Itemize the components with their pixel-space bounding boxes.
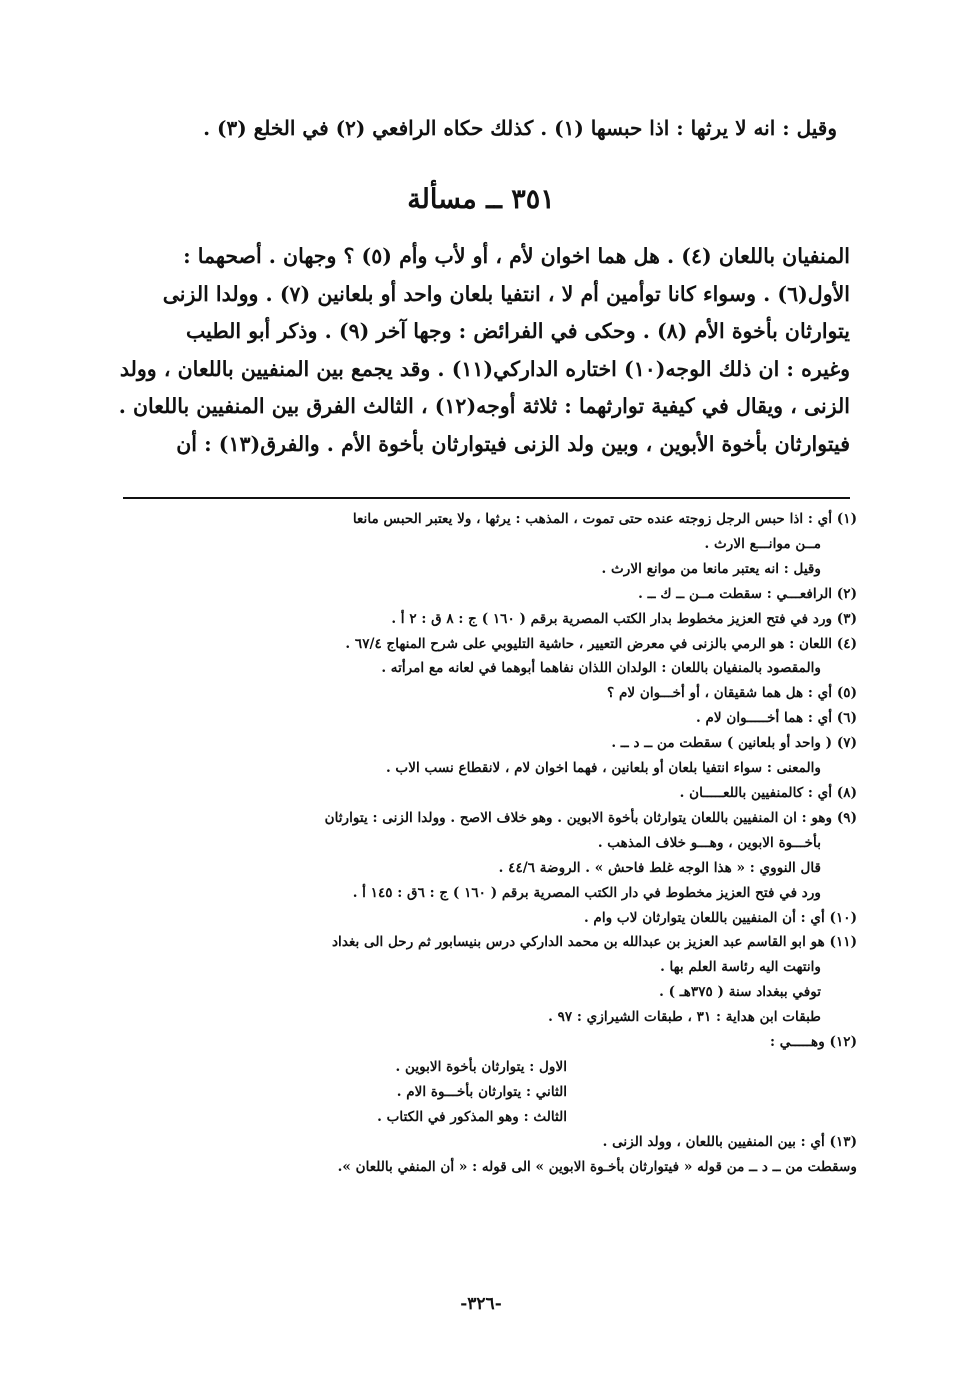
main-paragraph <box>103 238 850 463</box>
footnote-line: والمعنى : سواء انتفيا بلعان أو بلعانين ، فهما اخوان لام ، لانقطاع نسب الاب . <box>385 760 821 777</box>
paragraph-line: فيتوارثان بأخوة الأبوين ، وبين ولد الزنى فيتوارثان بأخوة الأم . والفرق(١٣) : أن <box>176 431 850 456</box>
footnote-line: (٥) أي : هل هما شقيقان ، أو أخـــوان لام ؟ <box>607 685 857 702</box>
footnote-line: قال النووي : « هذا الوجه غلط فاحش » . الروضة ٤٤/٦ . <box>498 859 821 876</box>
footnote-line: بأخـــوة الابوين ، وهـــو خلاف المذهب . <box>597 834 821 851</box>
footnote-line: والمقصود بالمنفيان باللعان : الولدان اللذان نفاهما أبوهما في لعانه مع امرأته . <box>381 660 821 677</box>
footnote-line: طبقات ابن هداية : ٣١ ، طبقات الشيرازي : ٩٧ . <box>548 1009 821 1026</box>
footnote-line: مــن موانـــع الارث . <box>704 535 821 552</box>
footnote-line: (١٢) وهـــــي : <box>770 1034 857 1051</box>
footnote-line: (٢) الرافعـــي : سقطت مــن ــ ك ــ . <box>638 585 857 602</box>
footnote-line: (١٠) أي : أن المنفيين باللعان يتوارثان لاب وام . <box>583 909 857 926</box>
footnote-line: ورد في فتح العزيز مخطوط في دار الكتب المصرية برقم ( ١٦٠ ) ج : ٦ق : ١٤٥ أ . <box>352 884 821 901</box>
footnote-line: الثاني : يتوارثان بأخـــوة الام . <box>396 1083 567 1100</box>
footnote-line: (٦) أي : هما أخـــــوان لام . <box>696 710 857 727</box>
page-number: -٣٢٦- <box>460 1294 502 1314</box>
footnote-line: وسقطت من ــ د ــ من قوله « فيتوارثان بأخـوة الابوين » الى قوله : « أن المنفي باللعان ». <box>337 1158 857 1175</box>
section-heading: ٣٥١ ــ مسألة <box>407 184 555 215</box>
paragraph-line: وغيره : ان ذلك الوجه(١٠) اختاره الداركي(١١) . وقد يجمع بين المنفيين باللعان ، وولد <box>119 356 850 381</box>
footnote-line: وانتهت اليه رئاسة العلم بها . <box>660 959 821 976</box>
footnote-line: الثالث : وهو المذكور في الكتاب . <box>377 1108 567 1125</box>
header-line: وقيل : انه لا يرثها : اذا حبسها (١) . كذلك حكاه الرافعي (٢) في الخلع (٣) . <box>203 116 837 140</box>
paragraph-line: الأول(٦) . وسواء كانا توأمين أم لا ، انتفيا بلعان واحد أو بلعانين (٧) . وولدا الزنى <box>162 281 850 306</box>
paragraph-line: المنفيان باللعان (٤) . هل هما اخوان لأم ، أو لأب وأم (٥) ؟ وجهان . أصحهما : <box>183 244 850 268</box>
footnote-line: الاول : يتوارثان بأخوة الابوين . <box>395 1058 567 1075</box>
footnote-line: توفي ببغداد سنة ( ٣٧٥هـ ) . <box>659 984 821 1001</box>
footnote-line: (٣) ورد في فتح العزيز مخطوط بدار الكتب المصرية برقم ( ١٦٠ ) ج : ٨ ق : ٢ أ . <box>391 610 857 627</box>
paragraph-line: يتوارثان بأخوة الأم (٨) . وحكى في الفرائض : وجها آخر (٩) . وذكر أبو الطيب <box>186 319 850 343</box>
footnote-line: (٧) ( واحد أو بلعانين ) سقطت من ــ د ــ . <box>611 735 857 752</box>
footnote-line: (١١) هو ابو القاسم عبد العزيز بن عبدالله بن محمد الداركي درس بنيسابور ثم رحل الى بغداد <box>331 934 857 951</box>
footnotes-section <box>105 507 857 1179</box>
footnote-line: وقيل : انه يعتبر مانعا من موانع الارث . <box>601 560 821 577</box>
paragraph-line: الزنى ، ويقال في كيفية توارثهما : ثلاثة أوجه(١٢) ، الثالث الفرق بين المنفيين باللعان . <box>118 394 850 418</box>
footnote-line: (١٣) أي : بين المنفيين باللعان ، وولد الزنى . <box>602 1133 857 1150</box>
footnote-line: (٨) أي : كالمنفيين باللعـــــان . <box>679 784 857 801</box>
footnote-line: (٤) اللعان : هو الرمي بالزنى في معرض التعيير ، حاشية التليوبي على شرح المنهاج ٦٧/٤ . <box>345 635 857 652</box>
footnote-line: (٩) وهو : ان المنفيين باللعان يتوارثان بأخوة الابوين . وهو خلاف الاصح . وولدا الزنى : يتوارثان <box>324 809 857 826</box>
footnote-divider <box>123 497 850 499</box>
footnote-line: (١) أي : اذا حبس الرجل زوجته عنده حتى تموت ، المذهب : يرثها ، ولا يعتبر الحبس مانعا <box>352 511 857 527</box>
